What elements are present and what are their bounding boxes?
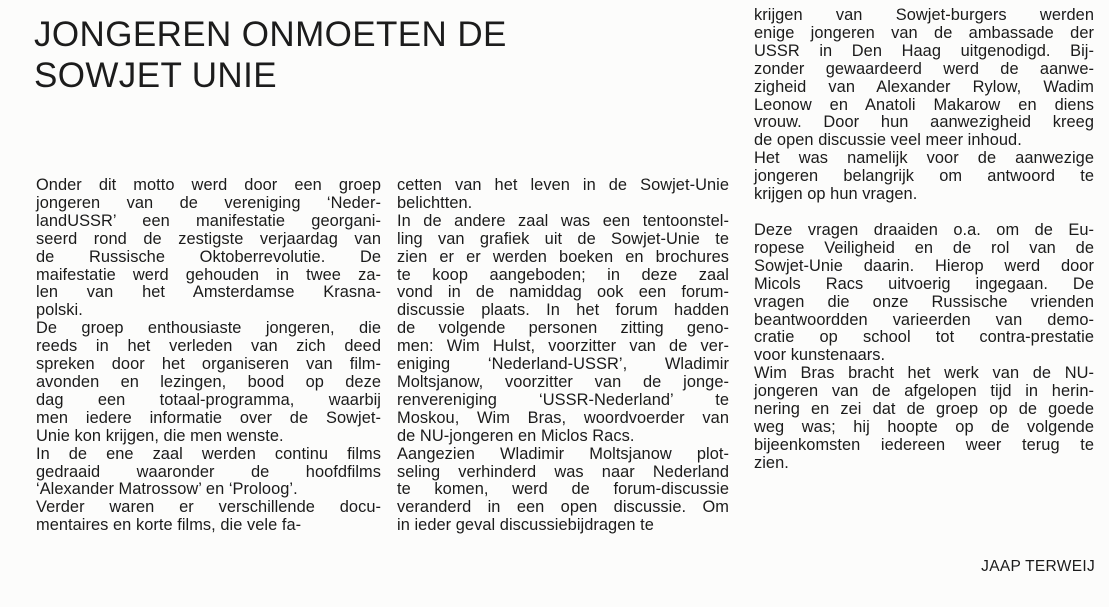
text-line: Wim Bras bracht het werk van de NU- bbox=[754, 364, 1094, 383]
text-line: renvereniging ‘USSR-Nederland’ te bbox=[397, 390, 729, 409]
text-line: de NU-jongeren en Miclos Racs. bbox=[397, 426, 635, 445]
text-line: vond in de namiddag ook een forum- bbox=[397, 283, 729, 302]
text-line: weg was; hij hoopte op de volgende bbox=[754, 417, 1094, 436]
text-line: in ieder geval discussiebijdragen te bbox=[397, 516, 654, 535]
text-line: dag een totaal-programma, waarbij bbox=[36, 390, 381, 409]
text-line: men: Wim Hulst, voorzitter van de ver- bbox=[397, 337, 729, 356]
text-line: landUSSR’ een manifestatie georgani- bbox=[36, 211, 381, 230]
text-line: ‘Alexander Matrossow’ en ‘Proloog’. bbox=[36, 480, 298, 499]
text-line: jongeren van de vereniging ‘Neder- bbox=[36, 193, 381, 212]
text-line: veranderd in een open discussie. Om bbox=[397, 498, 729, 517]
text-line: te koop aangeboden; in deze zaal bbox=[397, 265, 729, 284]
text-line: Deze vragen draaiden o.a. om de Eu- bbox=[754, 220, 1094, 239]
text-line: USSR in Den Haag uitgenodigd. Bij- bbox=[754, 41, 1094, 60]
text-line: polski. bbox=[36, 301, 83, 320]
text-line: discussie plaats. In het forum hadden bbox=[397, 301, 729, 320]
text-line: Micols Racs uitvoerig ingegaan. De bbox=[754, 274, 1094, 293]
text-line: De groep enthousiaste jongeren, die bbox=[36, 319, 381, 338]
text-line: Moskou, Wim Bras, woordvoerder van bbox=[397, 408, 729, 427]
headline-line: JONGEREN ONMOETEN DE bbox=[34, 15, 507, 54]
text-line: zigheid van Alexander Rylow, Wadim bbox=[754, 77, 1094, 96]
text-line: Leonow en Anatoli Makarow en diens bbox=[754, 95, 1094, 114]
text-line: In de ene zaal werden continu films bbox=[36, 444, 381, 463]
text-line: len van het Amsterdamse Krasna- bbox=[36, 283, 381, 302]
text-line: gedraaid waaronder de hoofdfilms bbox=[36, 462, 381, 481]
text-column-1 bbox=[36, 177, 381, 535]
text-line: spreken door het organiseren van film- bbox=[36, 355, 381, 374]
text-line: seerd rond de zestigste verjaardag van bbox=[36, 229, 381, 248]
text-line: jongeren belangrijk om antwoord te bbox=[754, 167, 1094, 186]
text-line: avonden en lezingen, bood op deze bbox=[36, 372, 381, 391]
text-line: de Russische Oktoberrevolutie. De bbox=[36, 247, 381, 266]
text-line: In de andere zaal was een tentoonstel- bbox=[397, 211, 729, 230]
article-headline bbox=[34, 14, 714, 96]
text-line: cetten van het leven in de Sowjet-Unie bbox=[397, 176, 729, 194]
text-line: jongeren van de afgelopen tijd in herin- bbox=[754, 382, 1094, 401]
text-column-2 bbox=[397, 177, 729, 535]
text-line: de volgende personen zitting geno- bbox=[397, 319, 729, 338]
text-line: seling verhinderd was naar Nederland bbox=[397, 462, 729, 481]
text-line: krijgen van Sowjet-burgers werden bbox=[754, 6, 1094, 24]
text-line: Moltsjanow, voorzitter van de jonge- bbox=[397, 372, 729, 391]
text-line: de open discussie veel meer inhoud. bbox=[754, 131, 1022, 150]
text-line: Verder waren er verschillende docu- bbox=[36, 498, 381, 517]
text-line: vrouw. Door hun aanwezigheid kreeg bbox=[754, 113, 1094, 132]
text-line: eniging ‘Nederland-USSR’, Wladimir bbox=[397, 355, 729, 374]
text-line: beantwoordden varieerden van demo- bbox=[754, 310, 1094, 329]
headline-line: SOWJET UNIE bbox=[34, 56, 277, 95]
text-line: maifestatie werd gehouden in twee za- bbox=[36, 265, 381, 284]
text-line: bijeenkomsten iedereen weer terug te bbox=[754, 435, 1094, 454]
text-line: zien er er werden boeken en brochures bbox=[397, 247, 729, 266]
text-line: Onder dit motto werd door een groep bbox=[36, 176, 381, 194]
text-line: reeds in het verleden van zich deed bbox=[36, 337, 381, 356]
text-line: krijgen op hun vragen. bbox=[754, 185, 918, 204]
text-line: belichtten. bbox=[397, 193, 473, 212]
text-line: mentaires en korte films, die vele fa- bbox=[36, 516, 302, 535]
text-line: Unie kon krijgen, die men wenste. bbox=[36, 426, 284, 445]
paragraph-gap bbox=[754, 204, 1094, 222]
text-line: enige jongeren van de ambassade der bbox=[754, 23, 1094, 42]
text-line: Het was namelijk voor de aanwezige bbox=[754, 149, 1094, 168]
text-line: te komen, werd de forum-discussie bbox=[397, 480, 729, 499]
text-line: zonder gewaardeerd werd de aanwe- bbox=[754, 59, 1094, 78]
text-line: Sowjet-Unie daarin. Hierop werd door bbox=[754, 256, 1094, 275]
text-line: zien. bbox=[754, 453, 789, 472]
text-line: voor kunstenaars. bbox=[754, 346, 886, 365]
text-line: vragen die onze Russische vrienden bbox=[754, 292, 1094, 311]
text-line: cratie op school tot contra-prestatie bbox=[754, 328, 1094, 347]
text-line: men iedere informatie over de Sowjet- bbox=[36, 408, 381, 427]
text-line: Aangezien Wladimir Moltsjanow plot- bbox=[397, 444, 729, 463]
author-signature: JAAP TERWEIJ bbox=[981, 558, 1095, 575]
text-line: ling van grafiek uit de Sowjet-Unie te bbox=[397, 229, 729, 248]
text-line: nering en zei dat de groep op de goede bbox=[754, 400, 1094, 419]
text-column-3 bbox=[754, 7, 1094, 473]
text-line: ropese Veiligheid en de rol van de bbox=[754, 238, 1094, 257]
